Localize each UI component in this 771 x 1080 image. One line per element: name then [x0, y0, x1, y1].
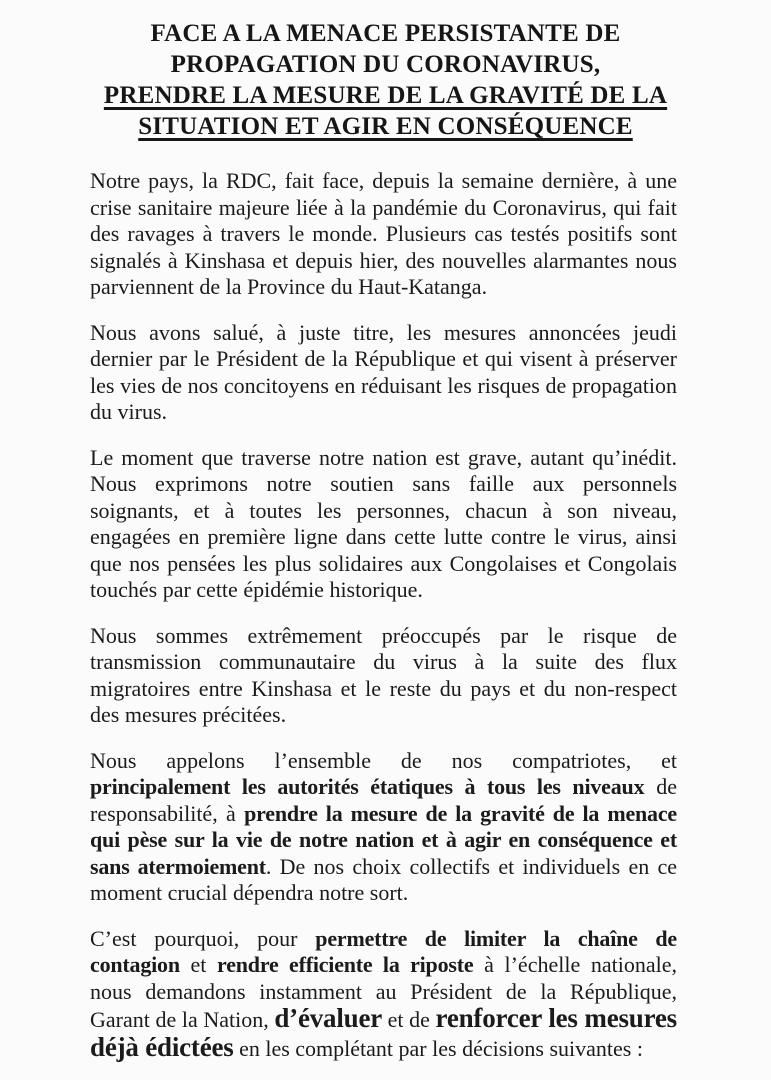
text-run: Le moment que traverse notre nation est grave, autant qu’inédit.	[90, 444, 677, 470]
text-run: soignants, et à toutes les personnes, chacun à son niveau,	[90, 497, 677, 523]
title-line: PROPAGATION DU CORONAVIRUS,	[170, 51, 601, 78]
text-run: signalés à Kinshasa et depuis hier, des nouvelles alarmantes nous	[90, 247, 677, 273]
text-line	[90, 854, 677, 881]
paragraph	[90, 926, 677, 1063]
text-line	[90, 827, 677, 854]
text-line	[90, 952, 677, 979]
text-run: responsabilité, à	[90, 800, 245, 826]
text-run: Nous sommes extrêmement préoccupés par le risque de	[90, 622, 677, 648]
emphasis-run: d’évaluer	[274, 1003, 383, 1033]
text-run: de	[644, 774, 677, 799]
text-line	[90, 168, 677, 195]
emphasis-run: permettre de limiter la chaîne de	[315, 925, 677, 951]
text-run: des mesures précitées.	[90, 702, 287, 727]
text-line	[90, 320, 677, 347]
text-line	[90, 1005, 677, 1034]
text-line	[90, 979, 677, 1006]
text-run: dernier par le Président de la République et qui visent à préserver	[90, 346, 677, 371]
text-run: migratoires entre Kinshasa et le reste du pays et du non-respect	[90, 675, 677, 701]
text-line	[90, 1031, 677, 1063]
text-run: Nous avons salué, à juste titre, les mesures annoncées jeudi	[90, 319, 677, 345]
paragraph	[90, 623, 677, 729]
emphasis-run: sans atermoiement	[90, 853, 266, 879]
text-line	[90, 801, 677, 828]
paragraph	[90, 168, 677, 301]
text-run: parviennent de la Province du Haut-Katanga.	[90, 274, 488, 299]
emphasis-run: renforcer les mesures	[435, 1003, 677, 1033]
emphasis-run: déjà édictées	[90, 1031, 234, 1062]
text-line	[90, 274, 677, 301]
paragraph	[90, 320, 677, 426]
text-line	[90, 880, 677, 907]
text-line	[90, 524, 677, 551]
text-run: du virus.	[90, 399, 167, 424]
title-line: FACE A LA MENACE PERSISTANTE DE	[150, 20, 621, 47]
text-run: moment crucial dépendra notre sort.	[90, 880, 409, 905]
text-line	[90, 623, 677, 650]
text-line	[90, 926, 677, 953]
text-run: transmission communautaire du virus à la suite des flux	[90, 649, 677, 674]
text-run: et de	[382, 1007, 436, 1032]
document-title	[0, 18, 771, 142]
text-line	[90, 676, 677, 703]
emphasis-run: contagion	[90, 952, 180, 977]
text-run: . De nos choix collectifs et individuels en ce	[265, 853, 678, 879]
text-run: des ravages à travers le monde. Plusieurs cas testés positifs sont	[90, 221, 677, 246]
text-run: nous demandons instamment au Président de la République,	[90, 978, 677, 1004]
paragraph	[90, 748, 677, 907]
title-line: SITUATION ET AGIR EN CONSÉQUENCE	[138, 113, 633, 140]
text-run: Notre pays, la RDC, fait face, depuis la semaine dernière, à une	[90, 168, 677, 193]
text-run: engagées en première ligne dans cette lutte contre le virus, ainsi	[90, 524, 677, 549]
text-line	[90, 649, 677, 676]
text-line	[90, 399, 677, 426]
paragraph	[90, 445, 677, 604]
emphasis-run: principalement les autorités étatiques à tous les niveaux	[90, 774, 645, 799]
text-run: et	[179, 952, 218, 977]
text-run: C’est pourquoi, pour	[90, 925, 316, 951]
text-run: Nous exprimons notre soutien sans faille aux personnels	[90, 471, 677, 496]
text-run: en les complétant par les décisions suivantes :	[233, 1035, 643, 1061]
text-line	[90, 346, 677, 373]
text-run: les vies de nos concitoyens en réduisant les risques de propagation	[90, 372, 677, 398]
text-line	[90, 551, 677, 578]
text-run: Nous appelons l’ensemble de nos compatriotes, et	[90, 747, 677, 773]
text-line	[90, 748, 677, 775]
text-line	[90, 471, 677, 498]
title-line: PRENDRE LA MESURE DE LA GRAVITÉ DE LA	[103, 82, 668, 109]
text-line	[90, 498, 677, 525]
text-run: crise sanitaire majeure liée à la pandémie du Coronavirus, qui fait	[90, 194, 677, 220]
emphasis-run: qui pèse sur la vie de notre nation et à agir en conséquence et	[90, 827, 677, 852]
text-run: à l’échelle nationale,	[473, 952, 677, 977]
text-run: que nos pensées les plus solidaires aux Congolaises et Congolais	[90, 550, 677, 576]
text-run: Garant de la Nation,	[90, 1007, 275, 1032]
text-line	[90, 445, 677, 472]
emphasis-run: prendre la mesure de la gravité de la menace	[244, 800, 677, 826]
text-line	[90, 195, 677, 222]
text-run: touchés par cette épidémie historique.	[90, 577, 423, 602]
text-line	[90, 248, 677, 275]
text-line	[90, 702, 677, 729]
document-body	[90, 168, 677, 1062]
text-line	[90, 373, 677, 400]
emphasis-run: rendre efficiente la riposte	[217, 952, 474, 977]
text-line	[90, 774, 677, 801]
text-line	[90, 221, 677, 248]
text-line	[90, 577, 677, 604]
